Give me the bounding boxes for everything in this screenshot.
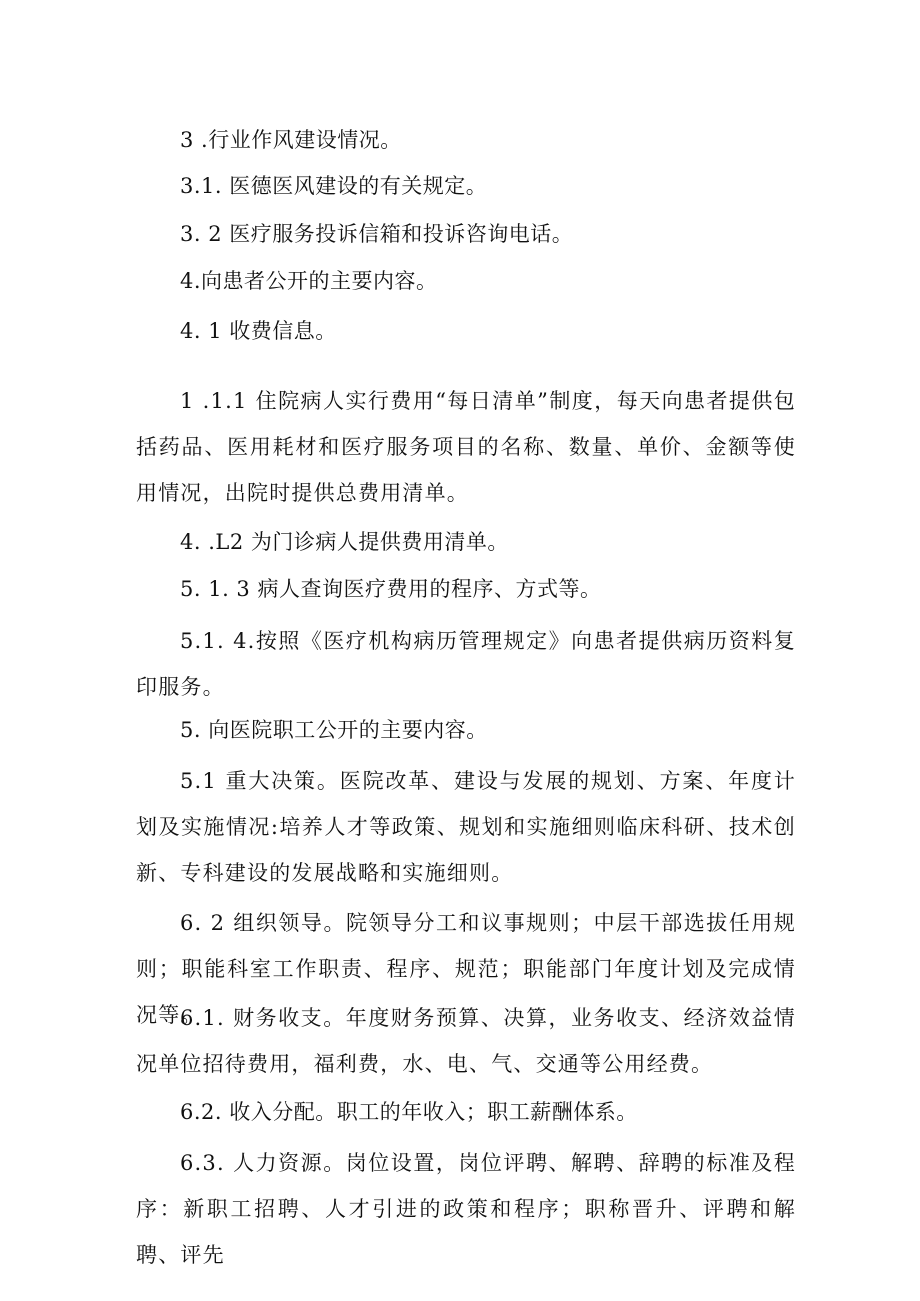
paragraph: 3.1. 医德医风建设的有关规定。 [180, 174, 488, 198]
paragraph: 3. 2 医疗服务投诉信箱和投诉咨询电话。 [180, 222, 574, 246]
paragraph: 6.2. 收入分配。职工的年收入；职工薪酬体系。 [180, 1100, 638, 1124]
paragraph: 1 .1.1 住院病人实行费用“每日清单”制度，每天向患者提供包括药品、医用耗材和医疗服务项目的名称、数量、单价、金额等使用情况，出院时提供总费用清单。 [136, 389, 796, 505]
paragraph: 5.1. 4.按照《医疗机构病历管理规定》向患者提供病历资料复印服务。 [136, 629, 796, 699]
paragraph: 4. .L2 为门诊病人提供费用清单。 [180, 530, 509, 554]
paragraph: 5. 1. 3 病人查询医疗费用的程序、方式等。 [180, 577, 602, 601]
paragraph: 5. 向医院职工公开的主要内容。 [180, 718, 488, 742]
paragraph: 3 .行业作风建设情况。 [180, 128, 402, 152]
paragraph: 4. 1 收费信息。 [180, 319, 337, 343]
paragraph: 6. 2 组织领导。院领导分工和议事规则；中层干部选拔任用规则；职能科室工作职责、程序、规范；职能部门年度计划及完成情况等。 [136, 911, 796, 1027]
paragraph: 5.1 重大决策。医院改革、建设与发展的规划、方案、年度计划及实施情况:培养人才等政策、规划和实施细则临床科研、技术创新、专科建设的发展战略和实施细则。 [136, 769, 796, 885]
paragraph: 4.向患者公开的主要内容。 [180, 269, 438, 293]
paragraph: 6.3. 人力资源。岗位设置，岗位评聘、解聘、辞聘的标准及程序：新职工招聘、人才引进的政策和程序；职称晋升、评聘和解聘、评先 [136, 1151, 796, 1267]
paragraph: 6.1. 财务收支。年度财务预算、决算，业务收支、经济效益情况单位招待费用，福利费，水、电、气、交通等公用经费。 [136, 1006, 796, 1076]
